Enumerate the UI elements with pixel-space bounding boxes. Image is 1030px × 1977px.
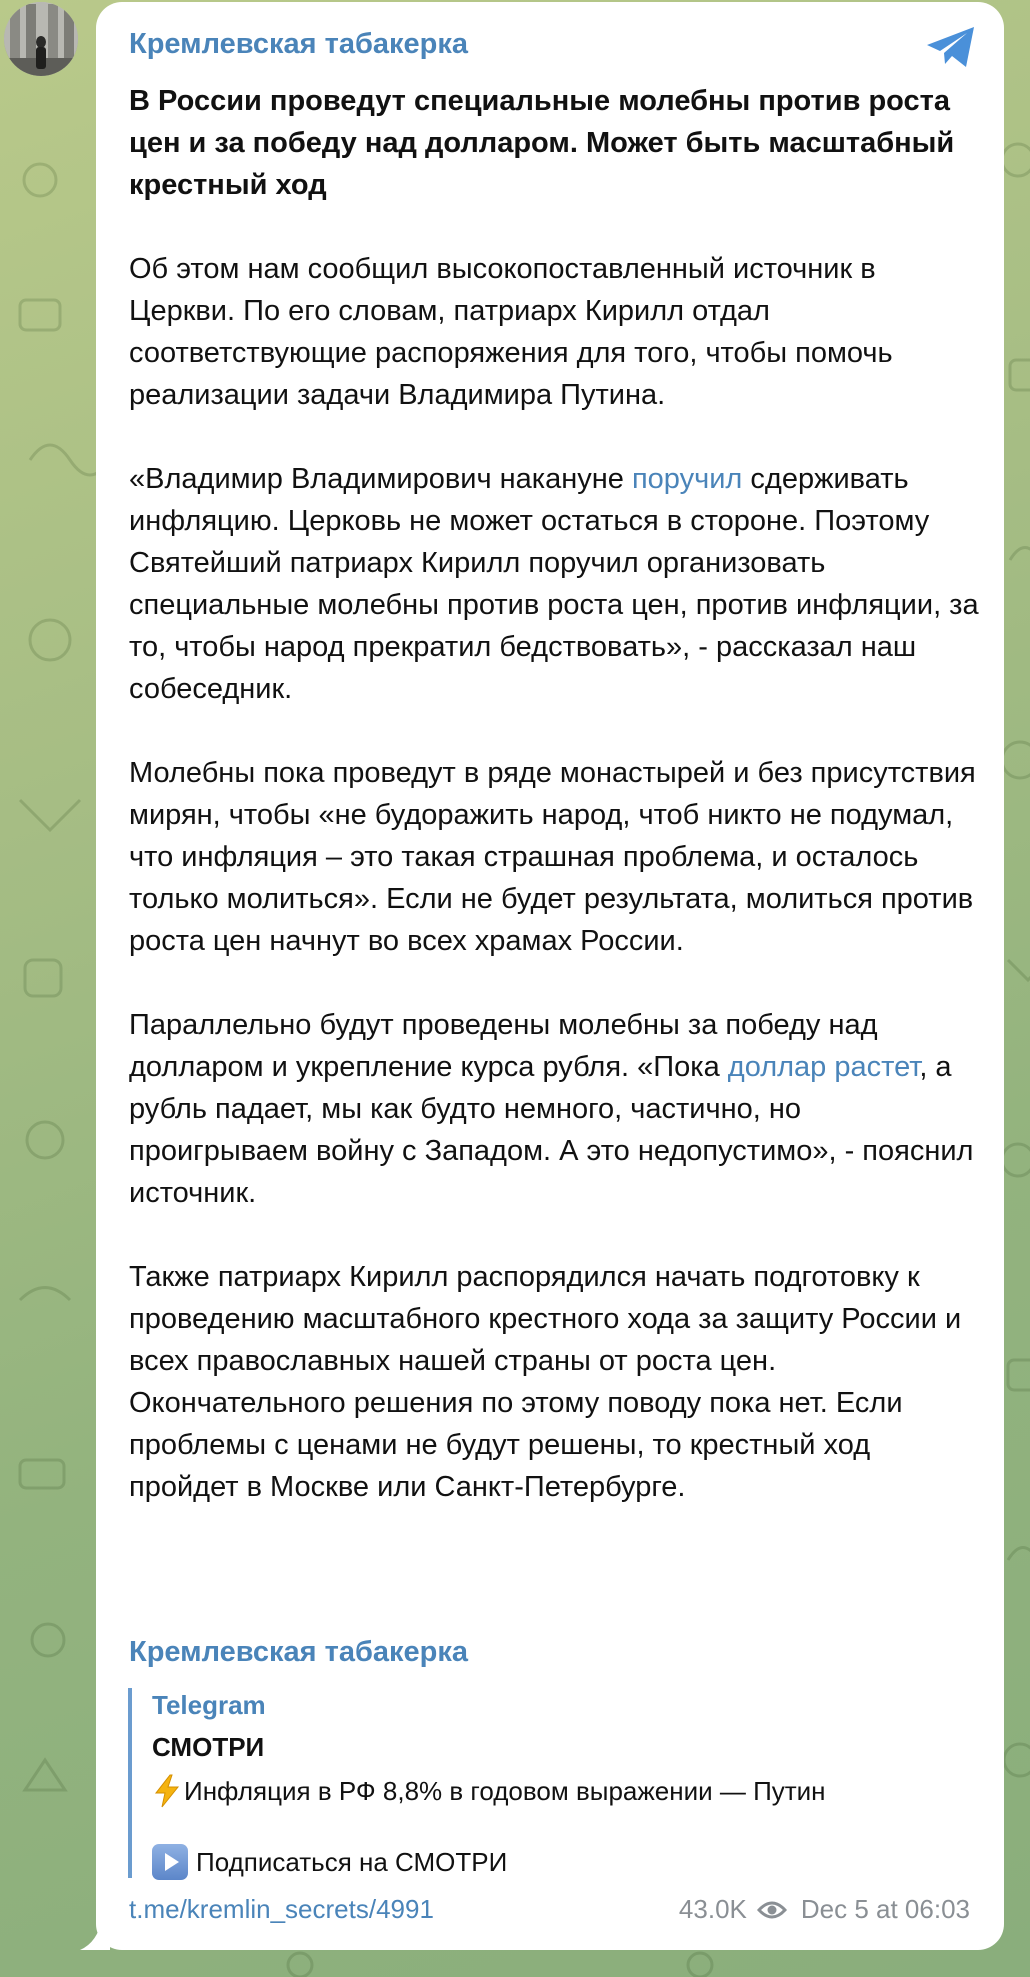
post-meta xyxy=(679,1894,970,1925)
channel-avatar[interactable] xyxy=(4,2,78,76)
link-poruchil[interactable]: поручил xyxy=(631,463,743,495)
post-paragraph-2-text-end: сдерживать инфляцию. Церковь не может остаться в стороне. Поэтому Святейший патриарх Кирилл поручил организовать специальные молебны против роста цен, против инфляции, за то, чтобы народ прекратил бедствовать», - рассказал наш собеседник. xyxy=(129,463,979,705)
channel-avatar-photo-icon xyxy=(4,2,78,76)
post-permalink[interactable]: t.me/kremlin_secrets/4991 xyxy=(129,1894,434,1924)
preview-line-1-text: Инфляция в РФ 8,8% в годовом выражении — Путин xyxy=(184,1775,826,1806)
preview-line-2-text: Подписаться на СМОТРИ xyxy=(196,1846,508,1877)
telegram-share-icon[interactable] xyxy=(924,24,978,70)
post-signature-link[interactable]: Кремлевская табакерка xyxy=(129,1636,469,1668)
link-dollar-rastet[interactable]: доллар растет xyxy=(727,1051,920,1083)
channel-name[interactable]: Кремлевская табакерка xyxy=(129,28,469,60)
post-paragraph-2 xyxy=(129,458,979,710)
view-count: 43.0K xyxy=(678,1894,747,1924)
preview-title: СМОТРИ xyxy=(152,1732,265,1762)
preview-line-1 xyxy=(152,1774,826,1808)
message-bubble xyxy=(96,2,1004,1950)
post-paragraph-4-text-start: Параллельно будут проведены молебны за победу над долларом и укрепление курса рубля. «Пока xyxy=(129,1009,878,1083)
post-paragraph-4-text-end: , а рубль падает, мы как будто немного, частично, но проигрываем войну с Западом. А это недопустимо», - пояснил источник. xyxy=(129,1051,974,1209)
preview-site-name: Telegram xyxy=(152,1690,266,1720)
post-paragraph-3: Молебны пока проведут в ряде монастырей и без присутствия мирян, чтобы «не будоражить народ, чтоб никто не подумал, что инфляция – это такая страшная проблема, и осталось только молиться». Если не будет результата, молиться против роста цен начнут во всех храмах России. xyxy=(129,757,976,957)
lightning-icon xyxy=(152,1774,182,1808)
play-button-icon xyxy=(152,1844,188,1880)
post-title: В России проведут специальные молебны против роста цен и за победу над долларом. Может быть масштабный крестный ход xyxy=(129,85,955,201)
post-paragraph-2-text-start: «Владимир Владимирович накануне xyxy=(129,463,632,495)
link-preview[interactable] xyxy=(128,1688,948,1878)
post-paragraph-4 xyxy=(129,1004,979,1214)
eye-icon xyxy=(757,1899,787,1921)
post-paragraph-1: Об этом нам сообщил высокопоставленный источник в Церкви. По его словам, патриарх Кирилл отдал соответствующие распоряжения для того, чтобы помочь реализации задачи Владимира Путина. xyxy=(129,253,893,411)
preview-line-2 xyxy=(152,1844,507,1880)
post-timestamp: Dec 5 at 06:03 xyxy=(800,1894,970,1924)
post-paragraph-5: Также патриарх Кирилл распорядился начать подготовку к проведению масштабного крестного хода за защиту России и всех православных нашей страны от роста цен. Окончательного решения по этому поводу пока нет. Если проблемы с ценами не будут решены, то крестный ход пройдет в Москве или Санкт-Петербурге. xyxy=(129,1261,962,1503)
post-text xyxy=(129,80,979,1550)
